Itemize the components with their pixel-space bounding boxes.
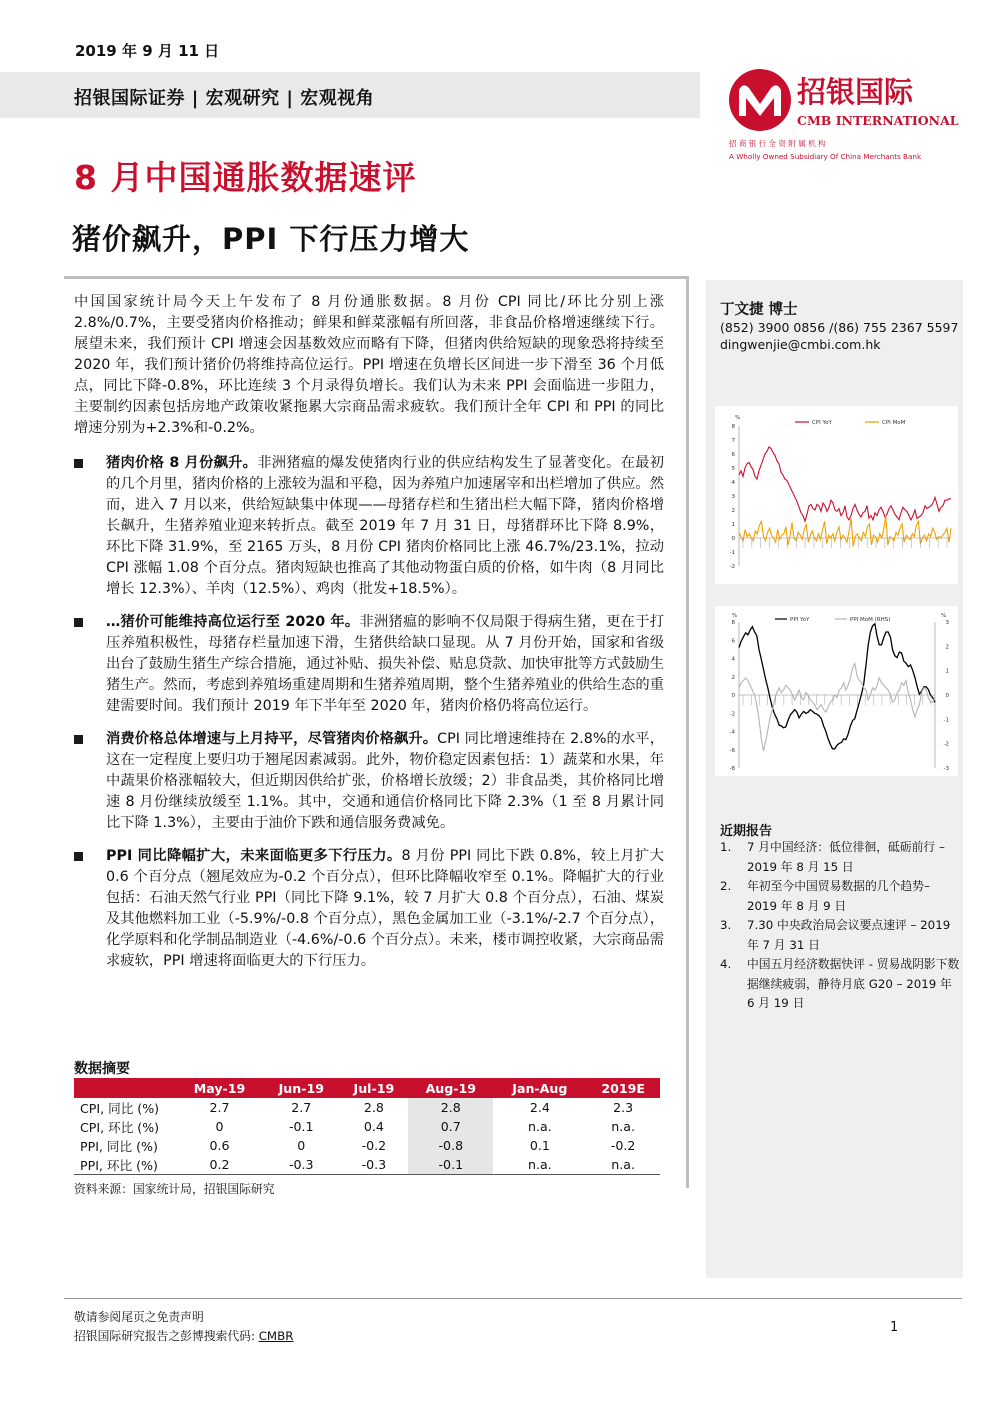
table-cell: 2.4 xyxy=(529,1100,550,1115)
report-link[interactable] xyxy=(720,955,960,1014)
cpi-chart xyxy=(715,406,958,584)
bullet-square-icon xyxy=(74,735,83,744)
logo-name-cn: 招银国际 xyxy=(797,75,914,109)
bullet-pork-prices xyxy=(74,453,664,600)
y-tick-label-left: 4 xyxy=(731,656,735,663)
y-tick-label: 4 xyxy=(731,480,735,486)
ppi-chart-svg xyxy=(715,606,958,776)
table-cell: -0.2 xyxy=(610,1138,636,1153)
y-unit-label-left: % xyxy=(732,613,738,619)
table-cell: 2.7 xyxy=(209,1100,230,1115)
bullet-body: 非洲猪瘟的影响不仅局限于得病生猪，更在于打压养殖积极性，母猪存栏量加速下滑，生猪供给缺口显现。从 7 月份开始，国家和省级出台了鼓励生猪生产综合措施，通过补贴、损失补偿、贴息贷款、加快审批等方式鼓励生猪生产。然而，考虑到养殖场重建周期和生猪养殖周期，整个生猪养殖业的供给生态的重建需要时间。我们预计 2019 年下半年至 2020 年，猪肉价格仍将高位运行。 xyxy=(106,614,665,714)
table-cell: 2.7 xyxy=(291,1100,312,1115)
legend-label: CPI MoM xyxy=(882,420,906,426)
table-header: Jun-19 xyxy=(263,1078,340,1098)
bullet-body: CPI 同比增速维持在 2.8%的水平，这在一定程度上要归功于翘尾因素减弱。此外，物价稳定因素包括：1）蔬菜和水果，年中蔬果价格涨幅较大，但近期因供给扩张，价格增长放缓；2）非食品类，其价格同比增速 8 月份继续放缓至 1.1%。其中，交通和通信价格同比下降 2.3%（1 至 8 月累计同比下降 1.3%），主要由于油价下跌和通信服务费减免。 xyxy=(106,731,664,831)
logo-tagline-en: A Wholly Owned Subsidiary Of China Merchants Bank xyxy=(729,152,922,161)
y-tick-label-left: -2 xyxy=(729,711,735,718)
report-subtitle: 猪价飙升，PPI 下行压力增大 xyxy=(72,222,470,256)
y-tick-label: 8 xyxy=(731,424,735,430)
report-date: 2019 年 9 月 11 日 xyxy=(75,42,220,60)
table-row xyxy=(74,1136,660,1155)
y-tick-label-left: 8 xyxy=(731,620,735,626)
table-header: 2019E xyxy=(586,1078,660,1098)
logo-name-en: CMB INTERNATIONAL xyxy=(797,113,959,128)
table-cell: 0 xyxy=(297,1138,306,1153)
cpi-chart-svg xyxy=(715,406,958,584)
y-tick-label-left: 2 xyxy=(731,674,735,681)
table-header: Jul-19 xyxy=(340,1078,409,1098)
table-cell: n.a. xyxy=(611,1119,636,1134)
author-name: 丁文捷 博士 xyxy=(720,302,798,318)
table-row xyxy=(74,1098,660,1117)
main-body xyxy=(74,292,664,984)
report-number: 4. xyxy=(720,957,732,971)
y-tick-label-right: -3 xyxy=(943,766,949,772)
table-cell: 0.2 xyxy=(176,1155,263,1175)
page-number: 1 xyxy=(890,1320,899,1335)
table-source: 资料来源：国家统计局，招银国际研究 xyxy=(74,1182,275,1196)
y-tick-label: 6 xyxy=(731,452,735,458)
report-text: 年初至今中国贸易数据的几个趋势– 2019 年 8 月 9 日 xyxy=(747,879,930,913)
summary-paragraph: 中国国家统计局今天上午发布了 8 月份通胀数据。8 月份 CPI 同比/环比分别上涨 2.8%/0.7%，主要受猪肉价格推动；鲜果和鲜菜涨幅有所回落，非食品价格增速继续下行。展望未来，我们预计 CPI 增速会因基数效应而略有下降，但猪肉供给短缺的现象恐将持续至 2020 年，我们预计猪价仍将维持高位运行。PPI 增速在负增长区间进一步下滑至 36 个月低点，同比下降-0.8%，环比连续 3 个月录得负增长。我们认为未来 PPI 会面临进一步阻力，主要制约因素包括房地产政策收紧拖累大宗商品需求疲软。我们预计全年 CPI 和 PPI 的同比增速分别为+2.3%和-0.2%。 xyxy=(74,294,664,436)
bloomberg-code-line xyxy=(74,1327,293,1344)
y-tick-label: -1 xyxy=(729,550,735,556)
table-cell: -0.3 xyxy=(340,1155,409,1175)
series-line-cpi-mom xyxy=(739,516,951,547)
bullet-square-icon xyxy=(74,459,83,468)
table-cell: -0.1 xyxy=(408,1155,493,1175)
table-header xyxy=(74,1078,176,1098)
table-title: 数据摘要 xyxy=(74,1061,130,1077)
legend-label: PPI YoY xyxy=(790,617,810,623)
y-tick-label-right: 1 xyxy=(945,668,949,675)
report-link[interactable] xyxy=(720,838,960,877)
row-label: CPI, 环比 (%) xyxy=(80,1120,160,1135)
y-unit-label: % xyxy=(735,415,741,421)
table-row xyxy=(74,1117,660,1136)
row-label: PPI, 环比 (%) xyxy=(74,1155,176,1175)
report-title: 8 月中国通胀数据速评 xyxy=(74,158,417,197)
recent-reports-title: 近期报告 xyxy=(720,824,773,839)
logo-mark-icon xyxy=(725,66,970,166)
table-cell: n.a. xyxy=(586,1155,660,1175)
table-cell: -0.2 xyxy=(361,1138,387,1153)
legend-label: CPI YoY xyxy=(812,420,832,426)
y-unit-label-right: % xyxy=(941,613,947,619)
report-number: 1. xyxy=(720,840,732,854)
report-link[interactable] xyxy=(720,916,960,955)
bullet-heading: 消费价格总体增速与上月持平，尽管猪肉价格飙升。 xyxy=(106,731,438,747)
footer-divider xyxy=(64,1298,962,1299)
table-header-row xyxy=(74,1078,660,1098)
author-phone: (852) 3900 0856 /(86) 755 2367 5597 xyxy=(720,320,959,335)
row-label: CPI, 同比 (%) xyxy=(80,1101,160,1116)
y-tick-label: 1 xyxy=(731,522,735,528)
logo-tagline-cn: 招 商 银 行 全 资 附 属 机 构 xyxy=(729,139,826,148)
table-cell: -0.3 xyxy=(263,1155,340,1175)
y-tick-label-left: -6 xyxy=(729,747,735,754)
table-cell: 0.1 xyxy=(529,1138,550,1153)
recent-reports-list xyxy=(720,838,960,1014)
y-tick-label: -2 xyxy=(729,564,735,570)
y-tick-label: 2 xyxy=(731,508,735,514)
table-cell: 0.7 xyxy=(408,1117,493,1136)
data-summary-table xyxy=(74,1078,660,1175)
y-tick-label: 0 xyxy=(731,536,735,542)
table-cell: 0.6 xyxy=(209,1138,230,1153)
bullet-square-icon xyxy=(74,618,83,627)
legend-label: PPI MoM (RHS) xyxy=(850,617,891,623)
table-header: May-19 xyxy=(176,1078,263,1098)
report-text: 7 月中国经济：低位徘徊，砥砺前行 – 2019 年 8 月 15 日 xyxy=(747,840,945,874)
author-email[interactable]: dingwenjie@cmbi.com.hk xyxy=(720,337,881,352)
table-cell: 2.8 xyxy=(363,1100,384,1115)
y-tick-label-left: -8 xyxy=(729,766,735,772)
bullet-cpi xyxy=(74,729,664,834)
table-header: Jan-Aug xyxy=(493,1078,586,1098)
table-cell: -0.1 xyxy=(289,1119,314,1134)
report-number: 2. xyxy=(720,879,732,893)
table-header: Aug-19 xyxy=(408,1078,493,1098)
table-cell: n.a. xyxy=(527,1119,552,1134)
bullet-body: 8 月份 PPI 同比下跌 0.8%，较上月扩大 0.6 个百分点（翘尾效应为-0.2 个百分点），但环比降幅收窄至 0.1%。降幅扩大的行业包括：石油天然气行业 PPI（同比下降 9.1%，较 7 月扩大 0.8 个百分点），石油、煤炭及其他燃料加工业（-5.9%/-0.8 个百分点），黑色金属加工业（-3.1%/-2.7 个百分点），化学原料和化学制品制造业（-4.6%/-0.6 个百分点）。未来，楼市调控收紧，大宗商品需求疲软，PPI 增速将面临更大的下行压力。 xyxy=(106,848,664,969)
divider xyxy=(686,276,689,1188)
table-cell: 0.4 xyxy=(363,1119,384,1134)
row-label: PPI, 同比 (%) xyxy=(80,1139,158,1154)
divider xyxy=(64,276,688,279)
series-line-cpi-yoy xyxy=(739,447,951,521)
y-tick-label-right: 0 xyxy=(945,693,949,699)
y-tick-label: 3 xyxy=(731,494,735,500)
series-line-ppi-yoy xyxy=(739,624,935,749)
y-tick-label: 5 xyxy=(731,466,735,472)
table-cell: 2.3 xyxy=(613,1100,634,1115)
bullet-heading: PPI 同比降幅扩大，未来面临更多下行压力。 xyxy=(106,848,402,864)
y-tick-label-right: 2 xyxy=(945,644,949,651)
table-cell: -0.8 xyxy=(408,1136,493,1155)
report-text: 中国五月经济数据快评 - 贸易战阴影下数据继续疲弱，静待月底 G20 – 2019 年 6 月 19 日 xyxy=(747,957,960,1010)
ppi-chart xyxy=(715,606,958,776)
bullet-body: 非洲猪瘟的爆发使猪肉行业的供应结构发生了显著变化。在最初的几个月里，猪肉价格的上涨较为温和平稳，因为养殖户加速屠宰和出栏增加了供应。然而，进入 7 月以来，供给短缺集中体现——母猪存栏和生猪出栏大幅下降，猪肉价格增长飙升，生猪养殖业迎来转折点。截至 2019 年 7 月 31 日，母猪群环比下降 8.9%，环比下降 31.9%，至 2165 万头，8 月份 CPI 猪肉价格同比上涨 46.7%/23.1%，拉动 CPI 涨幅 1.08 个百分点。猪肉短缺也推高了其他动物蛋白质的价格，如牛肉（8 月同比增长 12.3%）、羊肉（12.5%）、鸡肉（批发+18.5%）。 xyxy=(106,455,665,597)
y-tick-label: 7 xyxy=(731,438,735,444)
series-line-ppi-mom-rhs- xyxy=(739,663,935,751)
table-cell: 2.8 xyxy=(408,1098,493,1117)
bullet-heading: …猪价可能维持高位运行至 2020 年。 xyxy=(106,614,360,630)
bullet-ppi xyxy=(74,846,664,972)
disclaimer-note: 敬请参阅尾页之免责声明 xyxy=(74,1310,204,1324)
report-text: 7.30 中央政治局会议要点速评 – 2019 年 7 月 31 日 xyxy=(747,918,951,952)
y-tick-label-left: -4 xyxy=(729,729,735,736)
y-tick-label-right: -1 xyxy=(943,717,949,724)
y-tick-label-left: 6 xyxy=(731,638,735,645)
cmbi-logo xyxy=(725,66,970,166)
bullet-pork-outlook xyxy=(74,612,664,717)
y-tick-label-right: -2 xyxy=(943,741,949,748)
y-tick-label-left: 0 xyxy=(731,693,735,699)
bloomberg-code-link[interactable]: CMBR xyxy=(258,1329,294,1343)
report-link[interactable] xyxy=(720,877,960,916)
table-row xyxy=(74,1155,660,1175)
bullet-square-icon xyxy=(74,852,83,861)
table-cell: n.a. xyxy=(493,1155,586,1175)
report-number: 3. xyxy=(720,918,732,932)
y-tick-label-right: 3 xyxy=(945,620,949,626)
table-cell: 0 xyxy=(215,1119,224,1134)
bullet-heading: 猪肉价格 8 月份飙升。 xyxy=(106,455,258,471)
breadcrumb: 招银国际证券 | 宏观研究 | 宏观视角 xyxy=(74,88,375,109)
bloomberg-label: 招银国际研究报告之彭博搜索代码: xyxy=(74,1329,259,1343)
